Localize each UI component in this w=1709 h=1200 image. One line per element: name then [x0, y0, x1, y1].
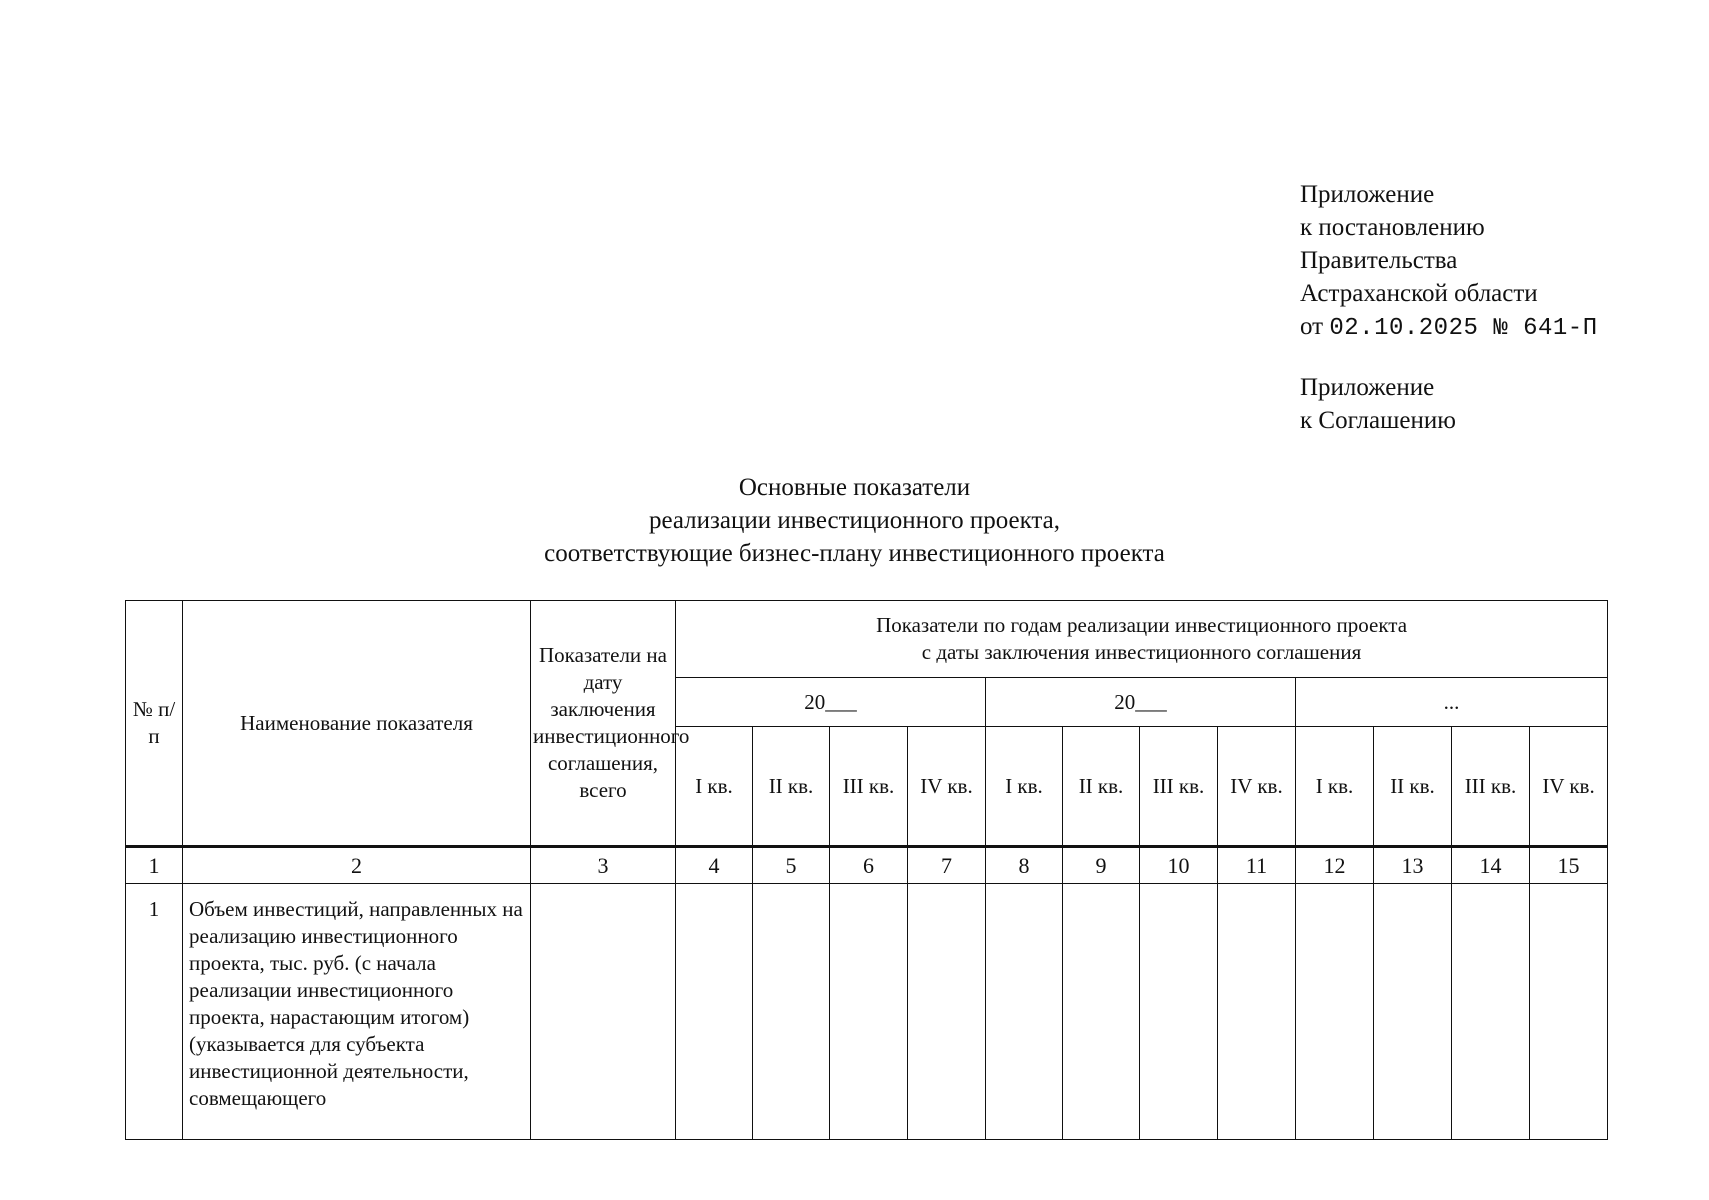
value-cell — [1063, 884, 1140, 1140]
column-number: 15 — [1530, 847, 1608, 884]
column-number: 14 — [1452, 847, 1530, 884]
indicators-table — [125, 600, 1608, 1140]
header-num: № п/п — [126, 601, 183, 847]
quarter-header: I кв. — [986, 727, 1063, 847]
value-cell — [1452, 884, 1530, 1140]
column-number: 12 — [1296, 847, 1374, 884]
value-cell — [1218, 884, 1296, 1140]
date-prefix: от — [1300, 313, 1324, 340]
value-cell — [531, 884, 676, 1140]
title-line: реализации инвестиционного проекта, — [648, 507, 1061, 534]
quarter-header: II кв. — [1063, 727, 1140, 847]
quarter-header: II кв. — [1374, 727, 1452, 847]
appendix-date-line — [1300, 310, 1598, 345]
column-number: 8 — [986, 847, 1063, 884]
column-number: 13 — [1374, 847, 1452, 884]
column-number: 1 — [126, 847, 183, 884]
header-by-years-line: Показатели по годам реализации инвестиционного проекта — [876, 613, 1408, 637]
value-cell — [1140, 884, 1218, 1140]
value-cell — [753, 884, 830, 1140]
value-cell — [986, 884, 1063, 1140]
column-number: 3 — [531, 847, 676, 884]
quarter-header: III кв. — [1140, 727, 1218, 847]
quarter-header: II кв. — [753, 727, 830, 847]
year-header: ... — [1296, 678, 1608, 727]
appendix-line: Приложение — [1300, 374, 1435, 401]
appendix-line: Правительства — [1300, 247, 1458, 274]
year-header: 20___ — [676, 678, 986, 727]
title-line: Основные показатели — [738, 474, 971, 501]
quarter-header: IV кв. — [1530, 727, 1608, 847]
value-cell — [676, 884, 753, 1140]
column-number: 6 — [830, 847, 908, 884]
quarter-header: III кв. — [830, 727, 908, 847]
quarter-header: IV кв. — [908, 727, 986, 847]
value-cell — [1296, 884, 1374, 1140]
decree-date-number: 02.10.2025 № 641-П — [1329, 315, 1598, 342]
value-cell — [908, 884, 986, 1140]
header-at-date: Показатели на дату заключения инвестиционного соглашения, всего — [531, 601, 676, 847]
appendix-block — [1300, 178, 1598, 437]
quarter-header: I кв. — [676, 727, 753, 847]
appendix-line: к постановлению — [1300, 214, 1485, 241]
title-line: соответствующие бизнес-плану инвестиционного проекта — [544, 540, 1165, 567]
quarter-header: IV кв. — [1218, 727, 1296, 847]
value-cell — [1530, 884, 1608, 1140]
column-number: 4 — [676, 847, 753, 884]
header-by-years — [676, 601, 1608, 678]
document-title — [0, 471, 1709, 570]
quarter-header: I кв. — [1296, 727, 1374, 847]
value-cell — [830, 884, 908, 1140]
column-number: 9 — [1063, 847, 1140, 884]
year-header: 20___ — [986, 678, 1296, 727]
row-indicator-name: Объем инвестиций, направленных на реализацию инвестиционного проекта, тыс. руб. (с начала реализации инвестиционного проекта, нарастающим итогом) (указывается для субъекта инвестиционной деятельности, совмещающего — [183, 884, 531, 1140]
appendix-line: Приложение — [1300, 181, 1435, 208]
column-number: 10 — [1140, 847, 1218, 884]
quarter-header: III кв. — [1452, 727, 1530, 847]
value-cell — [1374, 884, 1452, 1140]
header-name: Наименование показателя — [183, 601, 531, 847]
column-number: 7 — [908, 847, 986, 884]
column-number: 5 — [753, 847, 830, 884]
column-number: 2 — [183, 847, 531, 884]
table-row — [126, 884, 1608, 1140]
column-number: 11 — [1218, 847, 1296, 884]
appendix-line: к Соглашению — [1300, 407, 1456, 434]
row-number: 1 — [126, 884, 183, 1140]
appendix-line: Астраханской области — [1300, 280, 1538, 307]
header-by-years-line: с даты заключения инвестиционного соглашения — [921, 640, 1362, 664]
